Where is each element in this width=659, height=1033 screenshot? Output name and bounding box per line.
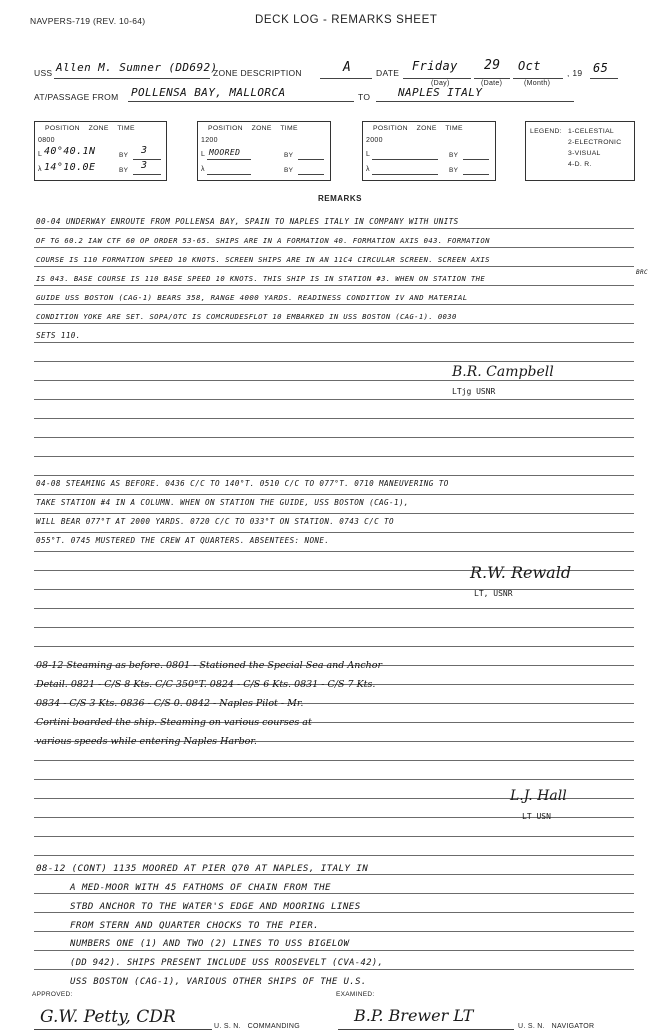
remark-line: OF TG 60.2 IAW CTF 60 OP ORDER 53-65. SHIPS ARE IN A FORMATION 40. FORMATION AXIS 043. FORMATION <box>36 236 490 245</box>
ruled-line <box>34 418 634 419</box>
box2-time: 1200 <box>201 137 218 144</box>
ruled-line <box>34 247 634 248</box>
remark-line: 055°T. 0745 MUSTERED THE CREW AT QUARTERS. ABSENTEES: NONE. <box>36 536 330 545</box>
ruled-line <box>34 646 634 647</box>
position-box-2000: POSITION ZONE TIME 2000 L BY λ BY <box>362 121 496 181</box>
box3-time: 2000 <box>366 137 383 144</box>
box1-latitude: 40°40.1N <box>44 146 96 157</box>
day-caption: (Day) <box>431 80 450 87</box>
ruled-line <box>34 589 634 590</box>
ruled-line <box>34 608 634 609</box>
margin-initials: BRC <box>636 269 649 276</box>
signature-00-04: B.R. Campbell <box>452 364 554 380</box>
passage-to: NAPLES ITALY <box>398 86 483 99</box>
uss-label: USS <box>34 68 53 78</box>
form-id: NAVPERS-719 (REV. 10-64) <box>30 16 146 26</box>
remark-line: 04-08 STEAMING AS BEFORE. 0436 C/C TO 140°T. 0510 C/C TO 077°T. 0710 MANEUVERING TO <box>36 479 449 488</box>
box1-lon-by: 3 <box>141 160 148 171</box>
remark-line: A MED-MOOR WITH 45 FATHOMS OF CHAIN FROM THE <box>70 882 331 893</box>
year-value: 65 <box>593 61 609 75</box>
remark-line: 08-12 (CONT) 1135 MOORED AT PIER Q70 AT NAPLES, ITALY IN <box>36 863 369 874</box>
zone-description-label: ZONE DESCRIPTION <box>213 68 302 78</box>
ruled-line <box>34 779 634 780</box>
ruled-line <box>34 760 634 761</box>
approved-signature: G.W. Petty, CDR <box>40 1007 176 1027</box>
approved-label: APPROVED: <box>32 991 73 998</box>
ruled-line <box>34 399 634 400</box>
ruled-line <box>34 437 634 438</box>
box1-time: 0800 <box>38 137 55 144</box>
passage-from: POLLENSA BAY, MALLORCA <box>131 86 286 99</box>
ruled-line <box>34 532 634 533</box>
remark-line: various speeds while entering Naples Harbor. <box>36 736 257 747</box>
month-value: Oct <box>518 59 541 73</box>
remark-line: STBD ANCHOR TO THE WATER'S EDGE AND MOORING LINES <box>70 901 361 912</box>
ruled-line <box>34 266 634 267</box>
day-value: Friday <box>412 59 458 73</box>
ruled-line <box>34 627 634 628</box>
box1-longitude: 14°10.0E <box>44 162 96 173</box>
remark-line: CONDITION YOKE ARE SET. SOPA/OTC IS COMCRUDESFLOT 10 EMBARKED IN USS BOSTON (CAG-1). 0030 <box>36 312 457 321</box>
remark-line: Detail. 0821 - C/S 8 Kts. C/C 350°T. 0824 - C/S 6 Kts. 0831 - C/S 7 Kts. <box>36 679 376 690</box>
ruled-line <box>34 931 634 932</box>
remark-line: COURSE IS 110 FORMATION SPEED 10 KNOTS. SCREEN SHIPS ARE IN AN 11C4 CIRCULAR SCREEN. SCREEN AXIS <box>36 255 490 264</box>
remark-line: Cortini boarded the ship. Steaming on various courses at <box>36 717 312 728</box>
date-label: DATE <box>376 68 400 78</box>
ruled-line <box>34 551 634 552</box>
signature-08-12: L.J. Hall <box>510 788 567 804</box>
remark-line: 0834 - C/S 3 Kts. 0836 - C/S 0. 0842 - Naples Pilot - Mr. <box>36 698 304 709</box>
usn-commanding: U. S. N. COMMANDING <box>214 1023 301 1030</box>
ruled-line <box>34 342 634 343</box>
month-caption: (Month) <box>524 80 551 87</box>
ruled-line <box>34 323 634 324</box>
examined-label: EXAMINED: <box>336 991 375 998</box>
usn-navigator: U. S. N. NAVIGATOR <box>518 1023 595 1030</box>
ruled-line <box>34 304 634 305</box>
form-title: DECK LOG - REMARKS SHEET <box>255 14 438 26</box>
remark-line: WILL BEAR 077°T AT 2000 YARDS. 0720 C/C TO 033°T ON STATION. 0743 C/C TO <box>36 517 394 526</box>
position-box-0800: POSITION ZONE TIME 0800 L 40°40.1N BY 3 λ 14°10.0E BY 3 <box>34 121 167 181</box>
date-value: 29 <box>484 58 501 73</box>
examined-signature: B.P. Brewer LT <box>354 1006 474 1025</box>
remarks-title: REMARKS <box>318 194 362 203</box>
ruled-line <box>34 836 634 837</box>
zone-value: A <box>343 60 352 75</box>
passage-from-label: AT/PASSAGE FROM <box>34 92 119 102</box>
ruled-line <box>34 893 634 894</box>
year-prefix: , 19 <box>567 68 583 78</box>
ruled-line <box>34 380 634 381</box>
box1-lat-by: 3 <box>141 145 148 156</box>
legend-box: LEGEND: 1-CELESTIAL 2-ELECTRONIC 3-VISUAL 4-D. R. <box>525 121 635 181</box>
remark-line: GUIDE USS BOSTON (CAG-1) BEARS 358, RANGE 4000 YARDS. READINESS CONDITION IV AND MATERIAL <box>36 293 468 302</box>
ruled-line <box>34 912 634 913</box>
signature-04-08: R.W. Rewald <box>470 563 572 582</box>
signature-rank: LT USN <box>522 812 551 821</box>
remark-line: USS BOSTON (CAG-1), VARIOUS OTHER SHIPS OF THE U.S. <box>70 977 367 987</box>
box2-latitude: MOORED <box>209 148 241 157</box>
ruled-line <box>34 361 634 362</box>
remark-line: 08-12 Steaming as before. 0801 - Stationed the Special Sea and Anchor <box>36 660 383 671</box>
remark-line: 00-04 UNDERWAY ENROUTE FROM POLLENSA BAY, SPAIN TO NAPLES ITALY IN COMPANY WITH UNITS <box>36 217 459 226</box>
ruled-line <box>34 969 634 970</box>
signature-rank: LT, USNR <box>474 589 513 598</box>
ruled-line <box>34 475 634 476</box>
date-caption: (Date) <box>481 80 503 87</box>
ship-name: Allen M. Sumner (DD692) <box>56 61 218 74</box>
remark-line: IS 043. BASE COURSE IS 110 BASE SPEED 10 KNOTS. THIS SHIP IS IN STATION #3. WHEN ON STATION THE <box>36 274 486 283</box>
ruled-line <box>34 285 634 286</box>
ruled-line <box>34 228 634 229</box>
ruled-line <box>34 513 634 514</box>
remark-line: FROM STERN AND QUARTER CHOCKS TO THE PIER. <box>70 920 320 931</box>
ruled-line <box>34 950 634 951</box>
passage-to-label: TO <box>358 92 371 102</box>
remark-line: (DD 942). SHIPS PRESENT INCLUDE USS ROOSEVELT (CVA-42), <box>70 958 384 968</box>
signature-rank: LTjg USNR <box>452 387 496 396</box>
ruled-line <box>34 494 634 495</box>
position-box-1200: POSITION ZONE TIME 1200 L MOORED BY λ BY <box>197 121 331 181</box>
remark-line: NUMBERS ONE (1) AND TWO (2) LINES TO USS BIGELOW <box>70 939 350 949</box>
remark-line: TAKE STATION #4 IN A COLUMN. WHEN ON STATION THE GUIDE, USS BOSTON (CAG-1), <box>36 498 409 507</box>
ruled-line <box>34 456 634 457</box>
remark-line: SETS 110. <box>36 331 81 340</box>
ruled-line <box>34 855 634 856</box>
ruled-line <box>34 874 634 875</box>
